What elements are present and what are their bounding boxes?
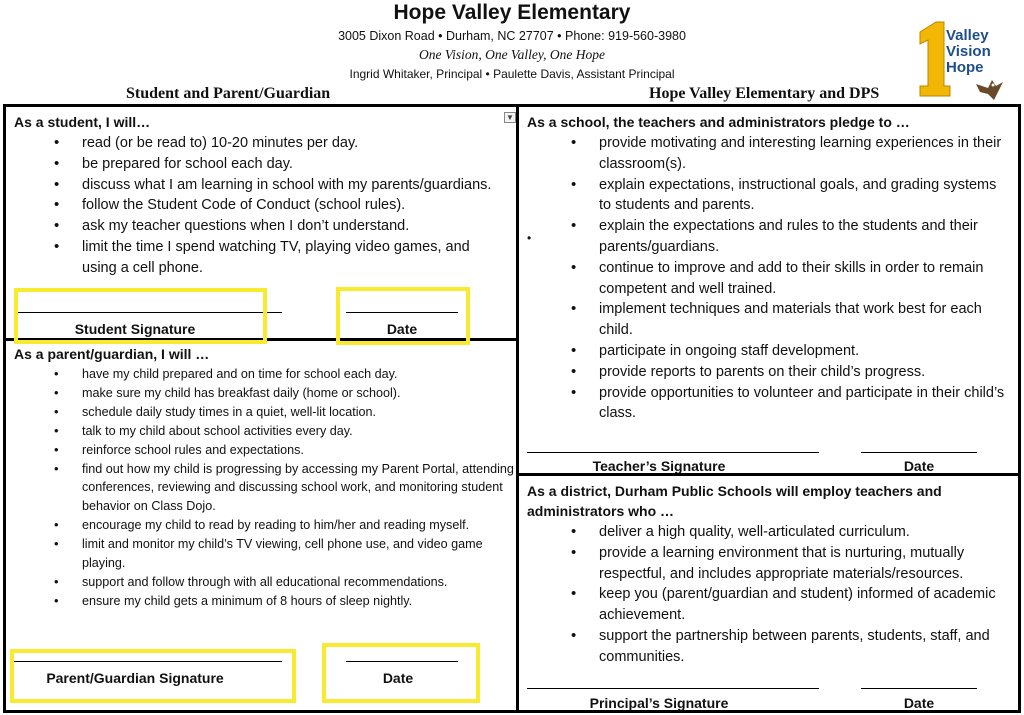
list-item: • continue to improve and add to their skills in order to remain competent and well trained. <box>571 258 1011 300</box>
list-item: • support and follow through with all educational recommendations. <box>54 573 514 592</box>
list-item: • schedule daily study times in a quiet, well-lit location. <box>54 403 514 422</box>
teacher-date-line[interactable] <box>861 452 977 453</box>
list-item: • follow the Student Code of Conduct (school rules). <box>54 195 504 216</box>
list-item: • talk to my child about school activities every day. <box>54 422 514 441</box>
list-item: • keep you (parent/guardian and student) informed of academic achievement. <box>571 584 1011 626</box>
teacher-date-label: Date <box>903 458 935 474</box>
district-pledge-panel <box>516 473 1021 713</box>
eagle-icon <box>974 76 1004 102</box>
principal-signature-label: Principal’s Signature <box>589 695 729 711</box>
school-address: 3005 Dixon Road • Durham, NC 27707 • Phone: 919-560-3980 <box>338 29 686 43</box>
school-staff: Ingrid Whitaker, Principal • Paulette Davis, Assistant Principal <box>349 67 675 81</box>
school-name: Hope Valley Elementary <box>393 1 631 24</box>
teacher-signature-label: Teacher’s Signature <box>592 458 726 474</box>
list-item: • provide a learning environment that is nurturing, mutually respectful, and includes appropriate materials/resources. <box>571 543 1011 585</box>
principal-date-line[interactable] <box>861 688 977 689</box>
student-pledge-title: As a student, I will… <box>14 114 151 130</box>
school-pledge-list <box>571 133 1011 424</box>
parent-date-highlight <box>322 643 480 703</box>
school-motto: One Vision, One Valley, One Hope <box>418 47 606 62</box>
student-signature-highlight <box>14 288 267 344</box>
school-pledge-title: As a school, the teachers and administrators pledge to … <box>527 114 910 130</box>
list-item: • find out how my child is progressing by accessing my Parent Portal, attending conferences, reviewing and discussing school work, and monitoring student behavior on Class Dojo. <box>54 460 514 517</box>
parent-pledge-list <box>54 365 514 611</box>
list-item: • read (or be read to) 10-20 minutes per day. <box>54 133 504 154</box>
district-pledge-list <box>571 522 1011 668</box>
logo-text <box>946 28 1006 76</box>
list-item: • participate in ongoing staff development. <box>571 341 1011 362</box>
list-item: • provide motivating and interesting learning experiences in their classroom(s). <box>571 133 1011 175</box>
principal-date-label: Date <box>903 695 935 711</box>
column-heading-school-dps: Hope Valley Elementary and DPS <box>649 85 880 102</box>
list-item: • reinforce school rules and expectations. <box>54 441 514 460</box>
logo-line-vision: Vision <box>946 43 991 60</box>
column-heading-student-parent: Student and Parent/Guardian <box>126 85 331 102</box>
list-item: • discuss what I am learning in school with my parents/guardians. <box>54 175 504 196</box>
student-signature-label: Student Signature <box>74 321 196 337</box>
list-item: • have my child prepared and on time for school each day. <box>54 365 514 384</box>
teacher-signature-line[interactable] <box>527 452 819 453</box>
list-item: • implement techniques and materials that work best for each child. <box>571 299 1011 341</box>
list-item: • support the partnership between parents, students, staff, and communities. <box>571 626 1011 668</box>
list-item: • explain expectations, instructional goals, and grading systems to students and parents. <box>571 175 1011 217</box>
list-item: • ask my teacher questions when I don’t understand. <box>54 216 504 237</box>
parent-date-label: Date <box>382 670 414 686</box>
list-item: • limit the time I spend watching TV, playing video games, and using a cell phone. <box>54 237 504 279</box>
school-pledge-panel <box>516 104 1021 476</box>
list-item: • encourage my child to read by reading to him/her and reading myself. <box>54 516 514 535</box>
stray-bullet-mark: • <box>527 231 532 245</box>
parent-pledge-title: As a parent/guardian, I will … <box>14 346 210 362</box>
parent-signature-label: Parent/Guardian Signature <box>46 670 224 686</box>
list-item: • provide opportunities to volunteer and participate in their child’s class. <box>571 383 1011 425</box>
logo-line-valley: Valley <box>946 27 989 44</box>
student-date-highlight <box>336 287 470 345</box>
logo-numeral: 1 <box>931 69 933 71</box>
list-item: • provide reports to parents on their child’s progress. <box>571 362 1011 383</box>
parent-signature-highlight <box>10 649 296 703</box>
list-item: • explain the expectations and rules to the students and their parents/guardians. <box>571 216 1011 258</box>
list-item: • ensure my child gets a minimum of 8 hours of sleep nightly. <box>54 592 514 611</box>
dropdown-arrow-icon[interactable]: ▼ <box>504 112 516 123</box>
school-logo <box>912 20 1022 102</box>
student-pledge-list <box>54 133 504 293</box>
list-item: • make sure my child has breakfast daily (home or school). <box>54 384 514 403</box>
principal-signature-line[interactable] <box>527 688 819 689</box>
logo-line-hope: Hope <box>946 59 984 76</box>
list-item: • limit and monitor my child’s TV viewing, cell phone use, and video game playing. <box>54 535 514 573</box>
list-item: • deliver a high quality, well-articulated curriculum. <box>571 522 1011 543</box>
student-date-label: Date <box>386 321 418 337</box>
list-item: • be prepared for school each day. <box>54 154 504 175</box>
district-pledge-title: As a district, Durham Public Schools will employ teachers and administrators who … <box>527 483 942 519</box>
